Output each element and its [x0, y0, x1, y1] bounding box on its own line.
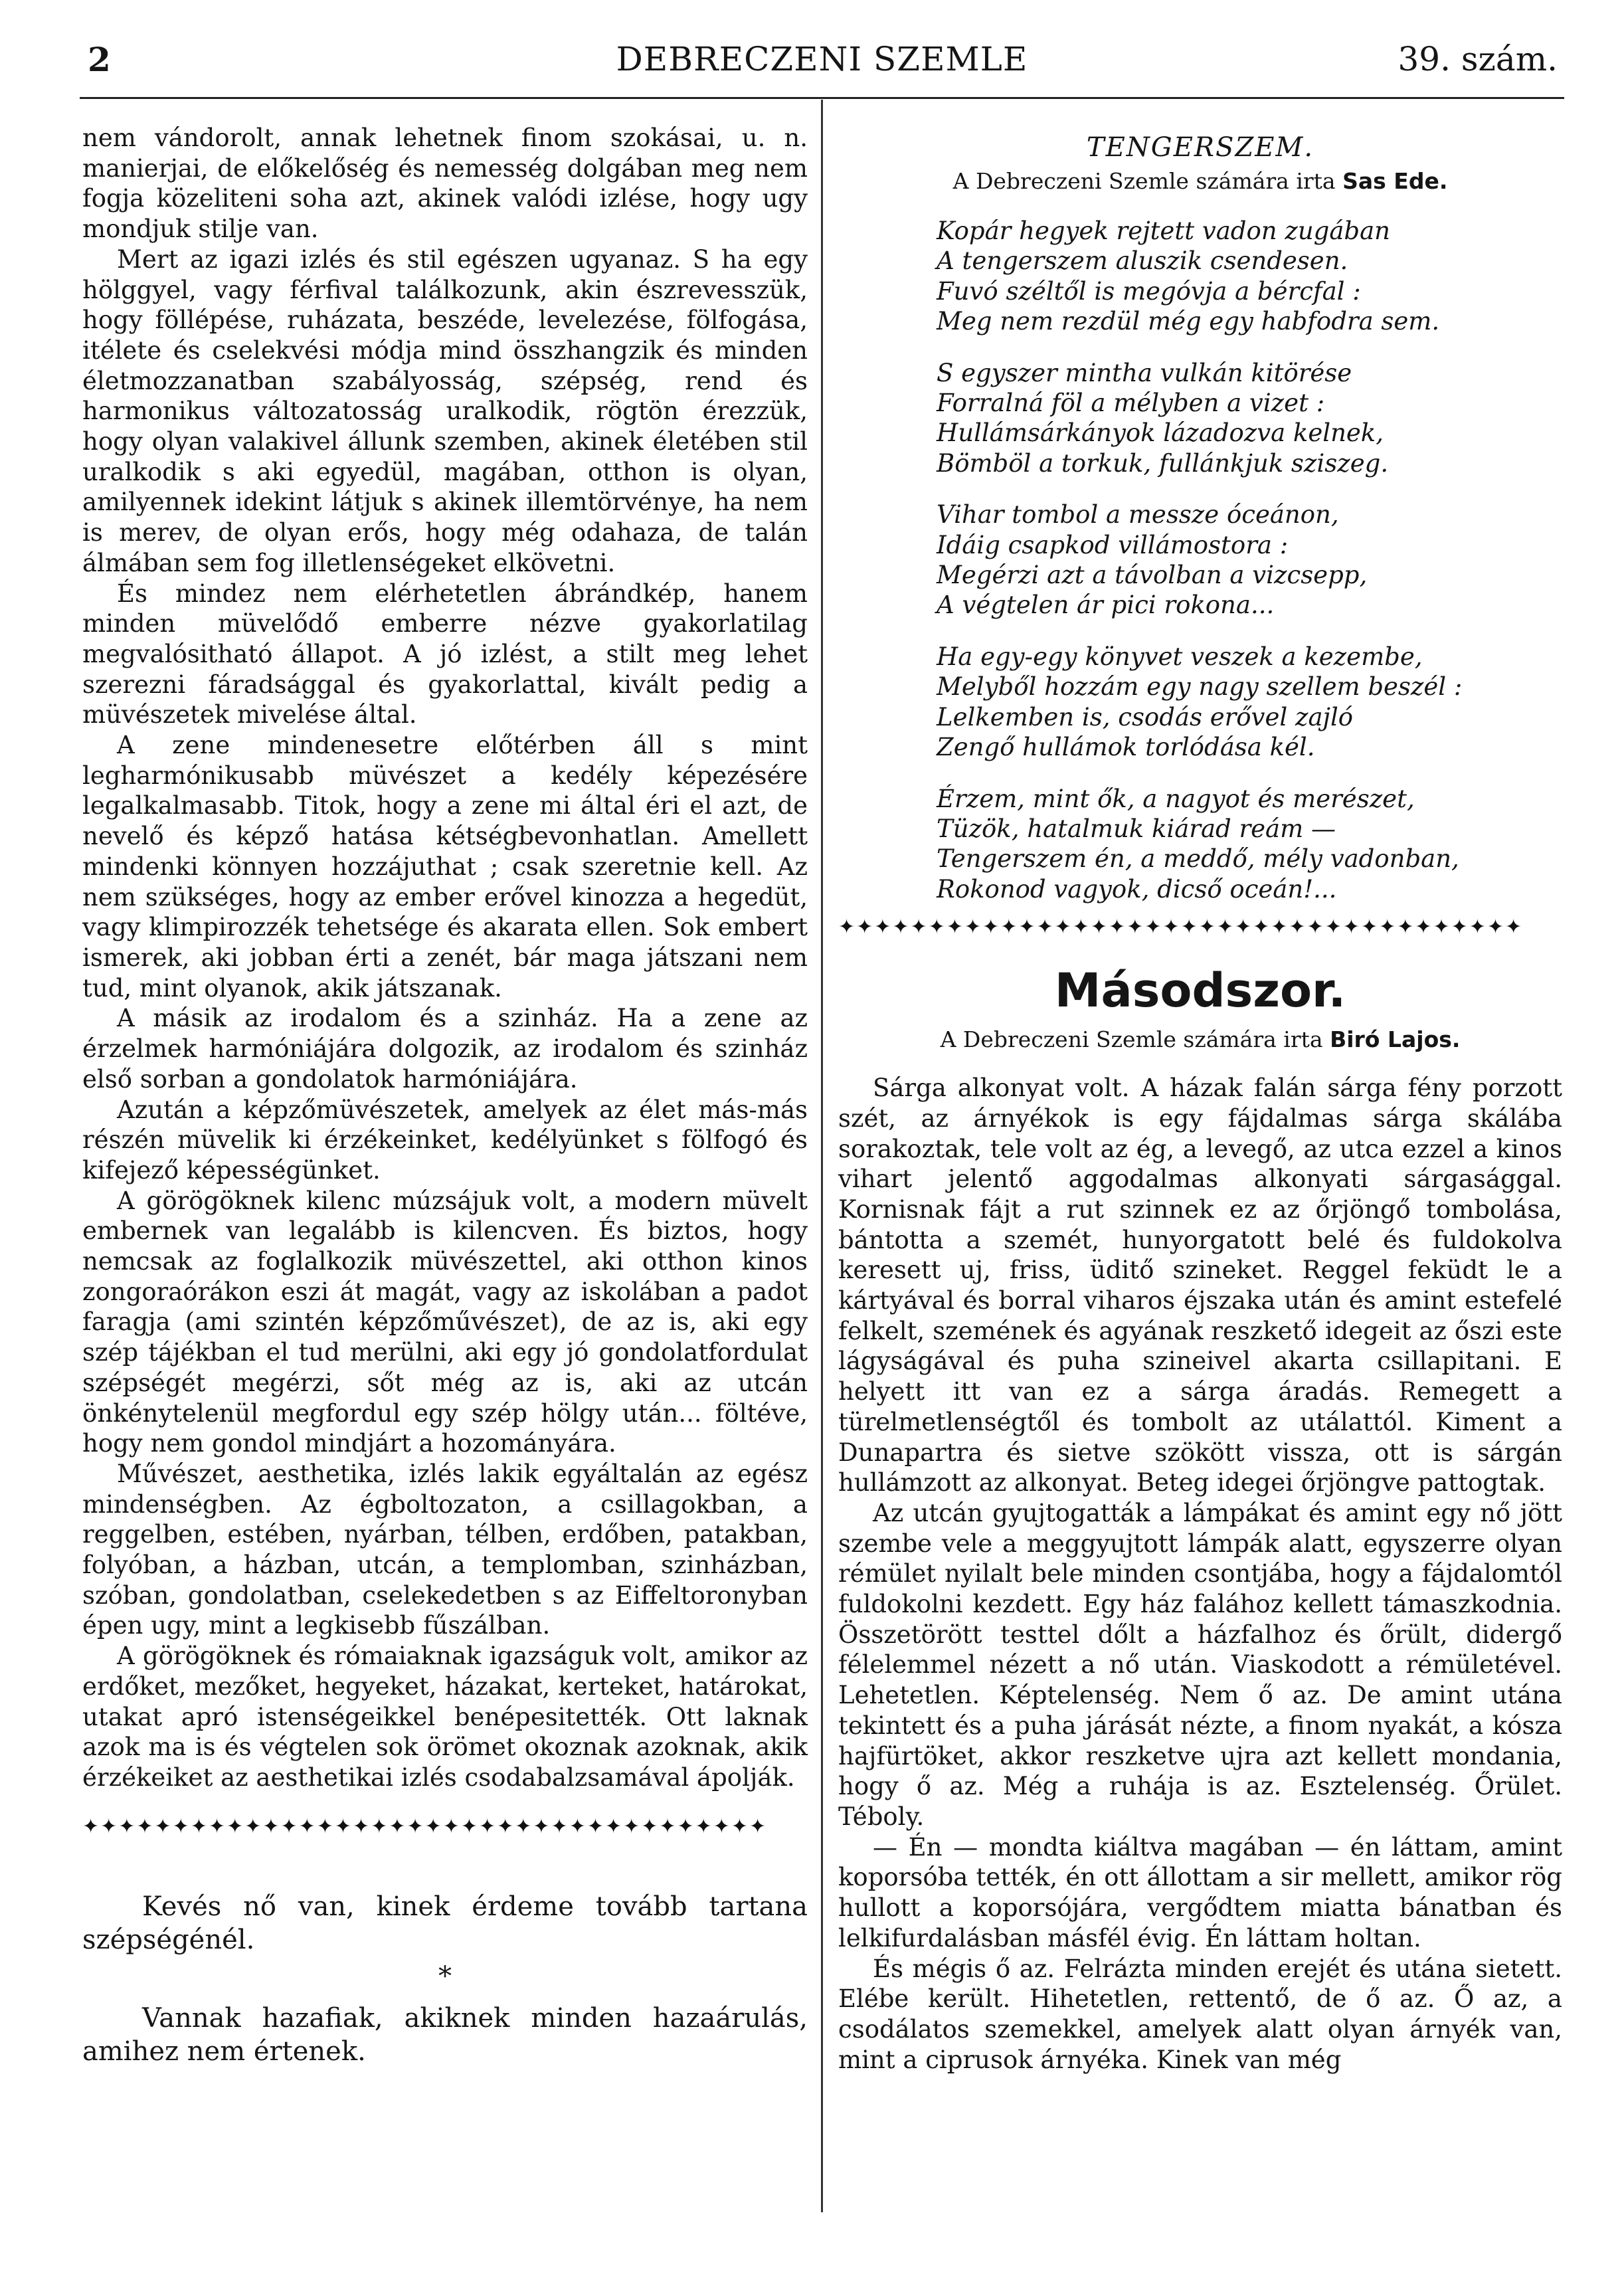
- essay-paragraph: Művészet, aesthetika, izlés lakik egyáltalán az egész mindenségben. Az égboltozaton, a csillagokban, a reggelben, estében, nyárban, télben, erdőben, patakban, folyóban, a házban, utcán, a templomban, szinházban, szóban, gondolatban, cselekedetben s az Eiffeltoronyban épen ugy, mint a legkisebb fűszálban.: [82, 1459, 808, 1640]
- aphorism-women: Kevés nő van, kinek érdeme tovább tartana szépségénél.: [82, 1891, 808, 1955]
- poem-line: A tengerszem aluszik csendesen.: [937, 246, 1348, 276]
- poem-title: TENGERSZEM.: [1086, 132, 1314, 163]
- poem-line: Fuvó széltől is megóvja a bércfal :: [937, 276, 1361, 306]
- essay-paragraph: A másik az irodalom és a szinház. Ha a zene az érzelmek harmóniájára dolgozik, az irodalom és szinház első sorban a gondolatok harmóniájára.: [82, 1004, 808, 1094]
- essay-paragraph: A görögöknek kilenc múzsájuk volt, a modern müvelt embernek van legalább is kilencven. És biztos, hogy nemcsak az foglalkozik müvészettel, aki otthon kinos zongoraórákon eszi át magát, vagy az iskolában a padot faragja (ami szintén képzőművészet), de az is, aki egy szép tájékban el tud merülni, aki egy jó gondolatfordulat szépségét megérzi, sőt még az is, aki az utcán önkénytelenül megfordul egy szép hölgy után... föltéve, hogy nem gondol mindjárt a hozományára.: [82, 1186, 808, 1458]
- story-byline: [838, 1024, 1562, 1056]
- poem-line: S egyszer mintha vulkán kitörése: [937, 358, 1352, 387]
- poem-line: Lelkemben is, csodás erővel zajló: [937, 702, 1354, 731]
- poem-stanza: [937, 642, 1562, 763]
- header-rule: [80, 97, 1564, 99]
- poem-line: Zengő hullámok torlódása kél.: [937, 733, 1315, 762]
- story-author: Biró Lajos.: [1330, 1026, 1461, 1053]
- poem-line: Vihar tombol a messze óceánon,: [937, 500, 1339, 529]
- ornamental-separator: ✦✦✦✦✦✦✦✦✦✦✦✦✦✦✦✦✦✦✦✦✦✦✦✦✦✦✦✦✦✦✦✦✦✦✦✦✦✦: [838, 916, 1524, 939]
- right-column: [838, 130, 1562, 2075]
- poem-author: Sas Ede.: [1342, 168, 1448, 194]
- column-divider: [821, 100, 823, 2212]
- poem-stanza: [937, 358, 1562, 479]
- asterisk-divider: *: [438, 1960, 452, 1992]
- poem-line: Hullámsárkányok lázadozva kelnek,: [937, 419, 1384, 448]
- story-paragraph: — Én — mondta kiáltva magában — én láttam, amint koporsóba tették, én ott állottam a sir mellett, amikor rög hullott a koporsójára, vergődtem miatta bánatban és lelkifurdalásban másfél évig. Én láttam holtan.: [838, 1832, 1562, 1953]
- story-paragraph: Az utcán gyujtogatták a lámpákat és amint egy nő jött szembe vele a meggyujtott lámpák alatt, egyszerre olyan rémület nyilalt bele minden csontjába, hogy a fájdalomtól fuldokolni kezdett. Egy ház falához kellett támaszkodnia. Összetörött testtel dőlt a házfalhoz és őrült, didergő félelemmel nézett a nő után. Viaskodott a rémületével. Lehetetlen. Képtelenség. Nem ő az. De amint utána tekintett és a puha járását nézte, a finom nyakát, a kósza hajfürtöket, akkor reszketve ujra azt kellett mondania, hogy ő az. Még a ruhája is az. Esztelenség. Őrület. Téboly.: [838, 1498, 1562, 1831]
- ornamental-separator: ✦✦✦✦✦✦✦✦✦✦✦✦✦✦✦✦✦✦✦✦✦✦✦✦✦✦✦✦✦✦✦✦✦✦✦✦✦✦: [82, 1815, 768, 1838]
- aphorism-patriots: Vannak hazafiak, akiknek minden hazaárulás, amihez nem értenek.: [82, 2002, 808, 2067]
- publication-title: DEBRECZENI SZEMLE: [616, 40, 1028, 78]
- poem-stanza: [937, 500, 1562, 621]
- page-number: 2: [88, 40, 111, 79]
- poem-line: Bömböl a torkuk, fullánkjuk sziszeg.: [937, 448, 1389, 478]
- byline-prefix: A Debreczeni Szemle számára irta: [952, 168, 1336, 194]
- byline-prefix: A Debreczeni Szemle számára irta: [940, 1026, 1323, 1053]
- poem-stanza: [937, 216, 1562, 337]
- poem-line: Tüzök, hatalmuk kiárad reám —: [937, 814, 1336, 843]
- essay-paragraph: nem vándorolt, annak lehetnek finom szokásai, u. n. manierjai, de előkelőség és nemesség dolgában meg nem fogja közeliteni soha azt, akinek valódi izlése, hogy ugy mondjuk stilje van.: [82, 124, 808, 244]
- page-header: [80, 40, 1564, 86]
- poem-line: Forralná föl a mélyben a vizet :: [937, 389, 1325, 418]
- issue-number: 39. szám.: [1398, 40, 1558, 78]
- story-title: Másodszor.: [1054, 963, 1346, 1018]
- poem-line: Megérzi azt a távolban a vizcsepp,: [937, 561, 1368, 590]
- poem-line: Melyből hozzám egy nagy szellem beszél :: [937, 672, 1463, 702]
- poem-line: Kopár hegyek rejtett vadon zugában: [937, 217, 1390, 245]
- story-paragraph: Sárga alkonyat volt. A házak falán sárga fény porzott szét, az árnyékok is egy fájdalmas sárga skálába sorakoztak, tele volt az ég, a levegő, az utca ezzel a kinos vihart jelentő aggodalmas alkonyati sárgasággal. Kornisnak fájt a rut szinnek ez az őrjöngő tombolása, bántotta a szemét, hunyorgatott belé és fuldokolva keresett uj, friss, üditő szineket. Reggel feküdt le a kártyával és borral viharos éjszaka után és amint estefelé felkelt, szemének és agyának reszkető idegeit az őszi este lágyságával és puha szineivel akarta csillapitani. E helyett itt van ez a sárga áradás. Remegett a türelmetlenségtől és tombolt az utálattól. Kiment a Dunapartra és sietve szökött vissza, ott is sárgán hullámzott az alkonyat. Beteg idegei őrjöngve pattogtak.: [838, 1074, 1562, 1497]
- left-column: [82, 123, 808, 2068]
- poem-line: A végtelen ár pici rokona...: [937, 591, 1275, 620]
- poem-line: Tengerszem én, a meddő, mély vadonban,: [937, 844, 1459, 874]
- essay-paragraph: A zene mindenesetre előtérben áll s mint legharmónikusabb müvészet a kedély képezésére legalkalmasabb. Titok, hogy a zene mi által éri el azt, de nevelő és képző hatása kétségbevonhatlan. Amellett mindenki könnyen hozzájuthat ; csak szeretnie kell. Az nem szükséges, hogy az ember erővel kinozza a hegedüt, vagy klimpirozzék tehetsége és akarata ellen. Sok embert ismerek, aki jobban érti a zenét, bár maga játszani nem tud, mint olyanok, akik játszanak.: [82, 731, 808, 1003]
- poem-line: Idáig csapkod villámostora :: [937, 530, 1289, 559]
- story-paragraph: És mégis ő az. Felrázta minden erejét és utána sietett. Elébe került. Hihetetlen, rettentő, de ő az. Ő az, a csodálatos szemekkel, amelyek alatt olyan árnyék van, mint a ciprusok árnyéka. Kinek van még: [838, 1954, 1562, 2074]
- essay-paragraph: Mert az igazi izlés és stil egészen ugyanaz. S ha egy hölggyel, vagy férfival találkozunk, akin észrevesszük, hogy föllépése, ruházata, beszéde, levelezése, fölfogása, itélete és cselekvési módja mind összhangzik és minden életmozzanatban szabályosság, szépség, rend és harmonikus változatosság uralkodik, rögtön érezzük, hogy olyan valakivel állunk szemben, akinek életében stil uralkodik s aki egyedül, magában, otthon is olyan, amilyennek idekint látjuk s akinek illemtörvénye, ha nem is merev, de olyan erős, hogy még odahaza, de talán álmában sem fog illetlenségeket elkövetni.: [82, 244, 808, 577]
- poem-line: Rokonod vagyok, dicső oceán!...: [937, 874, 1337, 904]
- essay-paragraph: Azután a képzőmüvészetek, amelyek az élet más-más részén müvelik ki érzékeinket, kedélyünket s fölfogó és kifejező képességünket.: [82, 1095, 808, 1185]
- essay-paragraph: És mindez nem elérhetetlen ábrándkép, hanem minden müvelődő emberre nézve gyakorlatilag megvalósitható állapot. A jó izlést, a stilt meg lehet szerezni fáradsággal és gyakorlattal, kivált pedig a müvészetek mivelése által.: [82, 579, 808, 729]
- poem-line: Ha egy-egy könyvet veszek a kezembe,: [937, 642, 1423, 671]
- poem-line: Érzem, mint ők, a nagyot és merészet,: [937, 784, 1415, 813]
- poem-line: Meg nem rezdül még egy habfodra sem.: [937, 307, 1440, 336]
- poem-stanza: [937, 784, 1562, 905]
- poem-byline: [838, 165, 1562, 197]
- essay-paragraph: A görögöknek és rómaiaknak igazságuk volt, amikor az erdőket, mezőket, hegyeket, házakat, kerteket, határokat, utakat apró istenségeikkel benépesitették. Ott laknak azok ma is és végtelen sok örömet okoznak azoknak, akik érzékeiket az aesthetikai izlés csodabalzsamával ápolják.: [82, 1642, 808, 1792]
